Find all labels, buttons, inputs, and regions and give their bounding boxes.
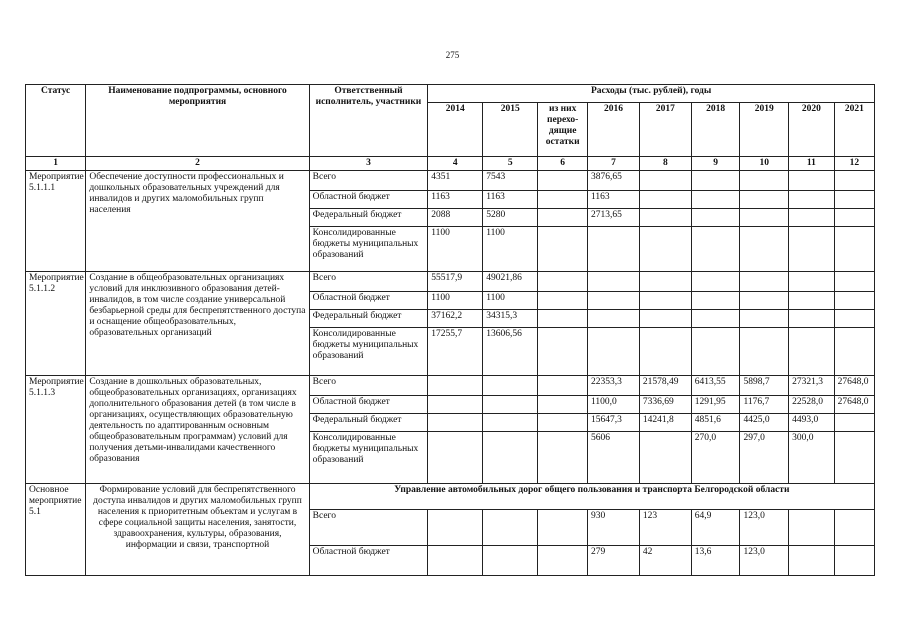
funding-source-cell: Всего (309, 376, 428, 396)
header-name: Наименование подпрограммы, основного мероприятия (86, 85, 309, 157)
value-cell: 4351 (428, 171, 483, 191)
value-cell: 55517,9 (428, 272, 483, 292)
value-cell (483, 510, 538, 546)
year-header: 2015 (483, 103, 538, 157)
value-cell (538, 396, 588, 414)
value-cell (483, 396, 538, 414)
value-cell (538, 292, 588, 310)
value-cell (691, 227, 740, 272)
year-header: 2018 (691, 103, 740, 157)
column-number: 6 (538, 157, 588, 171)
event-name-cell: Создание в дошкольных образовательных, общеобразовательных организациях, организациях дополнительного образования детей (в том числе в организациях, осуществляющих образовательную деятельность по адаптированным основным общеобразовательным программам) условий для получения детьми-инвалидами качественного образования (86, 376, 309, 484)
value-cell: 14241,8 (639, 414, 691, 432)
value-cell: 1176,7 (740, 396, 789, 414)
value-cell: 7543 (483, 171, 538, 191)
value-cell: 4493,0 (789, 414, 835, 432)
funding-source-cell: Областной бюджет (309, 396, 428, 414)
value-cell (789, 272, 835, 292)
value-cell (588, 310, 640, 328)
value-cell (538, 227, 588, 272)
table-row (26, 171, 875, 191)
value-cell: 2713,65 (588, 209, 640, 227)
column-number: 8 (639, 157, 691, 171)
value-cell: 22528,0 (789, 396, 835, 414)
value-cell: 5606 (588, 432, 640, 484)
section-title: Управление автомобильных дорог общего пользования и транспорта Белгородской области (309, 484, 874, 510)
header-status: Статус (26, 85, 86, 157)
column-number: 11 (789, 157, 835, 171)
value-cell (691, 209, 740, 227)
year-header: 2021 (834, 103, 874, 157)
value-cell (789, 328, 835, 376)
column-number: 10 (740, 157, 789, 171)
value-cell (834, 209, 874, 227)
value-cell (789, 546, 835, 576)
value-cell (538, 272, 588, 292)
value-cell (428, 414, 483, 432)
value-cell (691, 328, 740, 376)
value-cell (691, 191, 740, 209)
funding-source-cell: Консолидированные бюджеты муниципальных образований (309, 328, 428, 376)
column-number: 3 (309, 157, 428, 171)
status-cell: Мероприятие 5.1.1.1 (26, 171, 86, 272)
value-cell (740, 227, 789, 272)
value-cell (789, 510, 835, 546)
value-cell (538, 171, 588, 191)
value-cell (740, 171, 789, 191)
value-cell (639, 272, 691, 292)
year-header: 2019 (740, 103, 789, 157)
value-cell (789, 310, 835, 328)
value-cell (428, 510, 483, 546)
funding-source-cell: Всего (309, 272, 428, 292)
event-name-cell: Формирование условий для беспрепятственного доступа инвалидов и других маломобильных групп населения к приоритетным объектам и услугам в сфере социальной защиты населения, занятости, здравоохранения, культуры, образования, информации и связи, транспортной (86, 484, 309, 576)
value-cell: 1100 (483, 292, 538, 310)
column-number: 12 (834, 157, 874, 171)
column-numbers-row (26, 157, 875, 171)
column-number: 4 (428, 157, 483, 171)
value-cell (789, 171, 835, 191)
value-cell: 21578,49 (639, 376, 691, 396)
value-cell (538, 510, 588, 546)
value-cell: 123,0 (740, 510, 789, 546)
value-cell (789, 227, 835, 272)
value-cell (834, 227, 874, 272)
value-cell (740, 328, 789, 376)
value-cell: 279 (588, 546, 640, 576)
column-number: 9 (691, 157, 740, 171)
table-row (26, 272, 875, 292)
value-cell (639, 292, 691, 310)
funding-source-cell: Областной бюджет (309, 191, 428, 209)
value-cell: 270,0 (691, 432, 740, 484)
value-cell: 297,0 (740, 432, 789, 484)
value-cell (691, 171, 740, 191)
budget-table (25, 84, 875, 576)
value-cell (740, 292, 789, 310)
value-cell: 300,0 (789, 432, 835, 484)
value-cell (834, 310, 874, 328)
value-cell (740, 310, 789, 328)
page-number: 275 (445, 50, 460, 60)
value-cell (834, 328, 874, 376)
funding-source-cell: Консолидированные бюджеты муниципальных образований (309, 227, 428, 272)
year-header: 2020 (789, 103, 835, 157)
value-cell (428, 432, 483, 484)
value-cell (834, 546, 874, 576)
value-cell: 3876,65 (588, 171, 640, 191)
table-row (26, 376, 875, 396)
value-cell (691, 310, 740, 328)
year-header: 2016 (588, 103, 640, 157)
value-cell: 27321,3 (789, 376, 835, 396)
value-cell (789, 209, 835, 227)
value-cell: 13,6 (691, 546, 740, 576)
value-cell (483, 546, 538, 576)
year-header: 2014 (428, 103, 483, 157)
column-number: 5 (483, 157, 538, 171)
column-number: 1 (26, 157, 86, 171)
value-cell (483, 432, 538, 484)
value-cell (789, 191, 835, 209)
funding-source-cell: Федеральный бюджет (309, 414, 428, 432)
value-cell (538, 376, 588, 396)
column-number: 7 (588, 157, 640, 171)
value-cell: 6413,55 (691, 376, 740, 396)
funding-source-cell: Всего (309, 171, 428, 191)
value-cell: 22353,3 (588, 376, 640, 396)
value-cell (588, 272, 640, 292)
value-cell (639, 432, 691, 484)
value-cell (639, 191, 691, 209)
value-cell (639, 310, 691, 328)
value-cell (538, 432, 588, 484)
value-cell (538, 414, 588, 432)
value-cell (834, 191, 874, 209)
funding-source-cell: Консолидированные бюджеты муниципальных образований (309, 432, 428, 484)
value-cell (639, 328, 691, 376)
value-cell (639, 171, 691, 191)
value-cell (588, 292, 640, 310)
value-cell: 15647,3 (588, 414, 640, 432)
value-cell (588, 227, 640, 272)
value-cell: 42 (639, 546, 691, 576)
funding-source-cell: Областной бюджет (309, 292, 428, 310)
value-cell: 34315,3 (483, 310, 538, 328)
funding-source-cell: Федеральный бюджет (309, 310, 428, 328)
value-cell: 4851,6 (691, 414, 740, 432)
value-cell (428, 376, 483, 396)
value-cell: 37162,2 (428, 310, 483, 328)
value-cell: 1291,95 (691, 396, 740, 414)
column-number: 2 (86, 157, 309, 171)
header-executor: Ответственный исполнитель, участники (309, 85, 428, 157)
status-cell: Мероприятие 5.1.1.2 (26, 272, 86, 376)
value-cell (538, 209, 588, 227)
value-cell: 2088 (428, 209, 483, 227)
value-cell: 5280 (483, 209, 538, 227)
value-cell (428, 546, 483, 576)
value-cell (834, 510, 874, 546)
value-cell: 1163 (483, 191, 538, 209)
value-cell (691, 272, 740, 292)
value-cell: 1163 (588, 191, 640, 209)
event-name-cell: Создание в общеобразовательных организациях условий для инклюзивного образования детей-инвалидов, в том числе создание универсальной безбарьерной среды для беспрепятственного доступа и оснащение общеобразовательных, образовательных организаций (86, 272, 309, 376)
value-cell (834, 432, 874, 484)
value-cell (588, 328, 640, 376)
year-header: 2017 (639, 103, 691, 157)
value-cell: 49021,86 (483, 272, 538, 292)
value-cell (639, 227, 691, 272)
value-cell: 123 (639, 510, 691, 546)
value-cell (789, 292, 835, 310)
value-cell: 7336,69 (639, 396, 691, 414)
value-cell (740, 191, 789, 209)
value-cell: 27648,0 (834, 376, 874, 396)
value-cell (538, 310, 588, 328)
value-cell (639, 209, 691, 227)
funding-source-cell: Областной бюджет (309, 546, 428, 576)
funding-source-cell: Всего (309, 510, 428, 546)
value-cell: 930 (588, 510, 640, 546)
value-cell: 1163 (428, 191, 483, 209)
value-cell (740, 272, 789, 292)
header-expenses: Расходы (тыс. рублей), годы (428, 85, 875, 103)
year-header: из них перехо-дящие остатки (538, 103, 588, 157)
value-cell: 1100 (428, 292, 483, 310)
value-cell: 64,9 (691, 510, 740, 546)
value-cell: 1100,0 (588, 396, 640, 414)
value-cell: 17255,7 (428, 328, 483, 376)
value-cell: 13606,56 (483, 328, 538, 376)
event-name-cell: Обеспечение доступности профессиональных и дошкольных образовательных учреждений для инвалидов и других маломобильных групп населения (86, 171, 309, 272)
value-cell (483, 414, 538, 432)
value-cell (538, 191, 588, 209)
value-cell (740, 209, 789, 227)
value-cell: 1100 (483, 227, 538, 272)
value-cell (538, 546, 588, 576)
value-cell (834, 171, 874, 191)
table-row (26, 484, 875, 510)
value-cell (691, 292, 740, 310)
value-cell: 1100 (428, 227, 483, 272)
value-cell: 4425,0 (740, 414, 789, 432)
value-cell (834, 292, 874, 310)
status-cell: Основное мероприятие 5.1 (26, 484, 86, 576)
value-cell (428, 396, 483, 414)
value-cell: 5898,7 (740, 376, 789, 396)
value-cell (538, 328, 588, 376)
funding-source-cell: Федеральный бюджет (309, 209, 428, 227)
value-cell (834, 272, 874, 292)
value-cell (834, 414, 874, 432)
value-cell (483, 376, 538, 396)
status-cell: Мероприятие 5.1.1.3 (26, 376, 86, 484)
value-cell: 27648,0 (834, 396, 874, 414)
value-cell: 123,0 (740, 546, 789, 576)
